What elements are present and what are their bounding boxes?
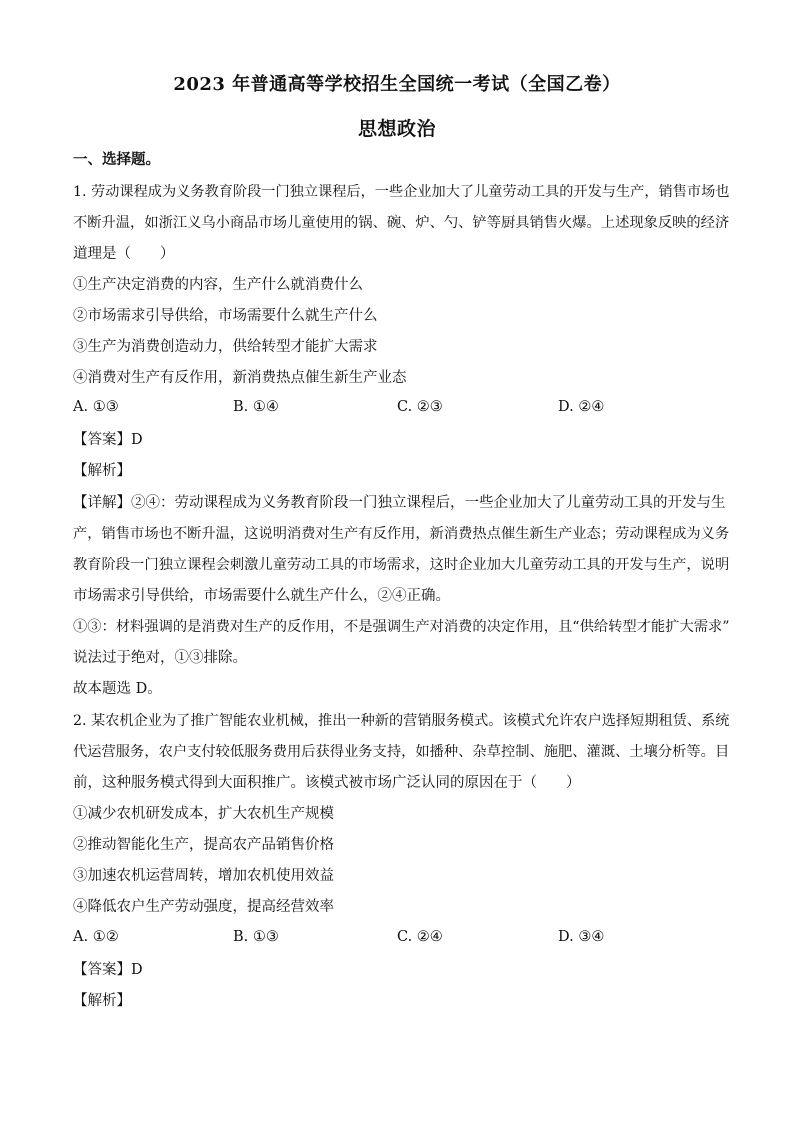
q2-stem-line: 代运营服务，农户支付较低服务费用后获得业务支持，如播种、杂草控制、施肥、灌溉、土壤分析等。目	[73, 744, 730, 760]
q1-item: ②市场需求引导供给，市场需要什么就生产什么	[73, 308, 378, 324]
q1-item: ④消费对生产有反作用，新消费热点催生新生产业态	[73, 370, 407, 386]
q1-detail-line: 教育阶段一门独立课程会刺激儿童劳动工具的市场需求，这时企业加大儿童劳动工具的开发与生产，说明	[73, 557, 730, 573]
q1-option-d: D. ②④	[558, 399, 605, 415]
section-title: 一、选择题。	[73, 151, 160, 168]
q2-stem-line: 前，这种服务模式得到大面积推广。该模式被市场广泛认同的原因在于（ ）	[73, 775, 581, 791]
q2-answer: 【答案】D	[73, 962, 143, 978]
q1-stem-line: 道理是（ ）	[73, 246, 175, 262]
q2-stem-line: 2. 某农机企业为了推广智能农业机械，推出一种新的营销服务模式。该模式允许农户选择短期租赁、系统	[73, 713, 730, 729]
q1-item: ①生产决定消费的内容，生产什么就消费什么	[73, 277, 363, 293]
q1-detail-line: 【详解】②④：劳动课程成为义务教育阶段一门独立课程后，一些企业加大了儿童劳动工具的开发与生	[73, 495, 726, 511]
subject-title: 思想政治	[357, 118, 436, 140]
q1-stem-line: 1. 劳动课程成为义务教育阶段一门独立课程后，一些企业加大了儿童劳动工具的开发与生产，销售市场也	[73, 184, 730, 200]
q1-detail-line: 市场需求引导供给，市场需要什么就生产什么，②④正确。	[73, 588, 450, 604]
q1-option-b: B. ①④	[233, 399, 279, 415]
q2-item: ②推动智能化生产，提高农产品销售价格	[73, 837, 334, 853]
q2-option-d: D. ③④	[558, 929, 605, 945]
q1-conclusion: 故本题选 D。	[73, 681, 162, 697]
q1-option-a: A. ①③	[73, 399, 119, 415]
q1-detail-line: 产，销售市场也不断升温，这说明消费对生产有反作用，新消费热点催生新生产业态；劳动课程成为义务	[73, 526, 730, 542]
page-title: 2023 年普通高等学校招生全国统一考试（全国乙卷）	[173, 74, 621, 95]
q1-detail-line: ①③：材料强调的是消费对生产的反作用，不是强调生产对消费的决定作用，且“供给转型才能扩大需求”	[73, 619, 730, 635]
q1-item: ③生产为消费创造动力，供给转型才能扩大需求	[73, 339, 378, 355]
q2-option-c: C. ②④	[397, 929, 443, 945]
q2-item: ①减少农机研发成本，扩大农机生产规模	[73, 806, 334, 822]
q1-detail-line: 说法过于绝对，①③排除。	[73, 650, 247, 666]
q2-item: ④降低农户生产劳动强度，提高经营效率	[73, 899, 334, 915]
q1-option-c: C. ②③	[397, 399, 443, 415]
q1-answer: 【答案】D	[73, 432, 143, 448]
q2-option-b: B. ①③	[233, 929, 279, 945]
q1-analysis-label: 【解析】	[73, 463, 131, 479]
q2-option-a: A. ①②	[73, 929, 119, 945]
q1-stem-line: 不断升温，如浙江义乌小商品市场儿童使用的锅、碗、炉、勺、铲等厨具销售火爆。上述现象反映的经济	[73, 215, 730, 231]
q2-item: ③加速农机运营周转，增加农机使用效益	[73, 868, 334, 884]
q2-analysis-label: 【解析】	[73, 993, 131, 1009]
